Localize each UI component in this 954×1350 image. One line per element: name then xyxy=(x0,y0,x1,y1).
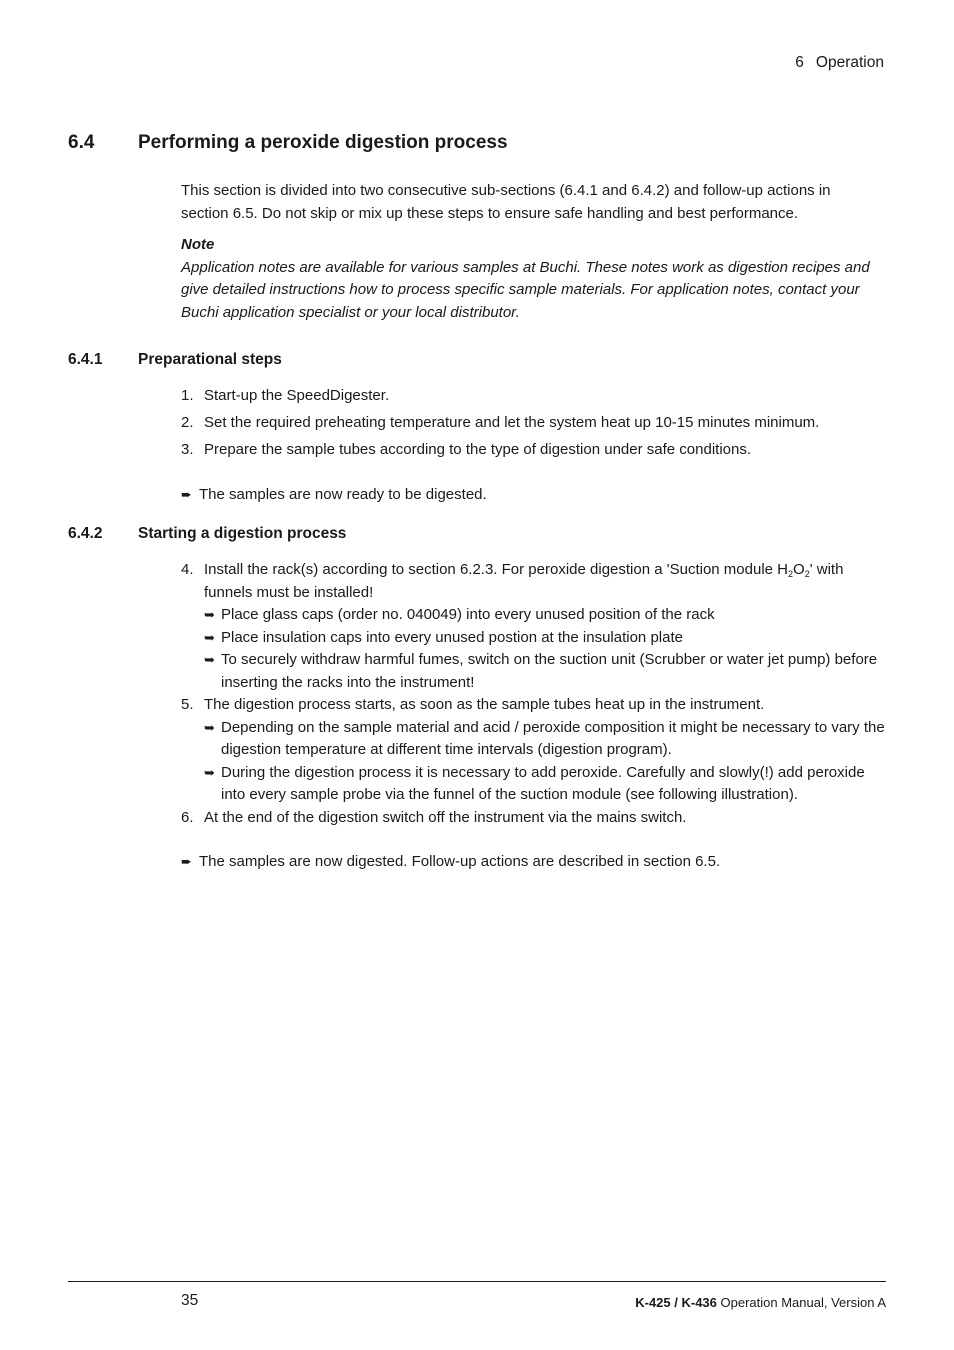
list-item xyxy=(181,694,887,807)
sub-text: Depending on the sample material and acid / peroxide composition it might be necessary to vary the digestion temperature at different time intervals (digestion program). xyxy=(221,718,885,758)
list-item xyxy=(181,559,887,694)
sub-arrow-icon: ➥ xyxy=(204,607,215,622)
list-item xyxy=(181,439,881,462)
sub-arrow-icon: ➥ xyxy=(204,719,215,735)
sub-item xyxy=(204,762,887,807)
model-name: K-425 / K-436 xyxy=(635,1295,717,1310)
subsection-title: Preparational steps xyxy=(138,351,282,368)
running-header xyxy=(795,52,884,75)
result-arrow-icon: ➨ xyxy=(181,487,192,502)
sub-item xyxy=(204,717,887,762)
step-text: Prepare the sample tubes according to the type of digestion under safe conditions. xyxy=(204,441,752,458)
result-line-2 xyxy=(181,851,881,874)
result-arrow-icon: ➨ xyxy=(181,854,192,869)
section-title: Performing a peroxide digestion process xyxy=(138,132,508,153)
sub-arrow-icon: ➥ xyxy=(204,764,215,780)
result-text: The samples are now digested. Follow-up actions are described in section 6.5. xyxy=(199,853,721,870)
result-line-1 xyxy=(181,484,881,507)
step-text: Install the rack(s) according to section 6.2.3. For peroxide digestion a 'Suction module $H_2O_2'$ with funnels must be installed! xyxy=(204,561,844,601)
step-number: 6. xyxy=(181,808,194,826)
sub-item xyxy=(204,649,887,694)
step-text: The digestion process starts, as soon as the sample tubes heat up in the instrument. xyxy=(204,696,765,713)
intro-paragraph: This section is divided into two consecutive sub-sections (6.4.1 and 6.4.2) and follow-up actions in section 6.5. Do not skip or mix up these steps to ensure safe handling and best performance. xyxy=(181,182,831,222)
digestion-steps xyxy=(181,559,887,829)
note-box xyxy=(181,234,881,324)
result-text: The samples are now ready to be digested. xyxy=(199,486,487,503)
sub-item xyxy=(204,604,887,627)
note-text: Application notes are available for various samples at Buchi. These notes work as digestion recipes and give detailed instructions how to process specific sample materials. For application notes, contact your Buchi application specialist or your local distributor. xyxy=(181,258,870,321)
step-number: 5. xyxy=(181,696,194,713)
sub-arrow-icon: ➥ xyxy=(204,629,215,645)
list-item xyxy=(181,807,887,830)
sub-text: To securely withdraw harmful fumes, switch on the suction unit (Scrubber or water jet pump) before inserting the racks into the instrument! xyxy=(221,651,878,691)
list-item xyxy=(181,412,881,435)
page-number: 35 xyxy=(181,1292,199,1309)
doc-name: Operation Manual, Version A xyxy=(716,1295,886,1310)
subsection-number: 6.4.2 xyxy=(68,525,103,542)
footer-divider xyxy=(68,1281,886,1282)
subsection-heading-6-4-2 xyxy=(68,523,346,546)
step-text: At the end of the digestion switch off the instrument via the mains switch. xyxy=(204,808,687,826)
subsection-title: Starting a digestion process xyxy=(138,525,347,542)
subsection-heading-6-4-1 xyxy=(68,349,282,372)
preparational-steps xyxy=(181,385,881,462)
sub-text: Place glass caps (order no. 040049) into every unused position of the rack xyxy=(221,606,715,623)
sub-arrow-icon: ➥ xyxy=(204,652,215,667)
note-title: Note xyxy=(181,236,215,253)
step-number: 2. xyxy=(181,414,194,431)
step-number: 3. xyxy=(181,441,194,458)
subsection-number: 6.4.1 xyxy=(68,351,103,368)
step-text: Set the required preheating temperature and let the system heat up 10-15 minutes minimum. xyxy=(204,414,820,431)
sub-text: During the digestion process it is necessary to add peroxide. Carefully and slowly(!) add peroxide into every sample probe via the funnel of the suction module (see following illustration). xyxy=(221,763,865,803)
footer-doc-title xyxy=(635,1292,886,1315)
section-number: 6.4 xyxy=(68,132,95,153)
chapter-number: 6 xyxy=(795,54,804,71)
section-intro xyxy=(181,180,881,225)
sub-text: Place insulation caps into every unused postion at the insulation plate xyxy=(221,628,683,646)
chapter-title: Operation xyxy=(815,54,884,71)
step-number: 1. xyxy=(181,387,194,404)
step-number: 4. xyxy=(181,561,194,578)
section-heading xyxy=(68,132,508,155)
sub-item xyxy=(204,627,887,650)
list-item xyxy=(181,385,881,408)
step-text: Start-up the SpeedDigester. xyxy=(204,387,390,404)
